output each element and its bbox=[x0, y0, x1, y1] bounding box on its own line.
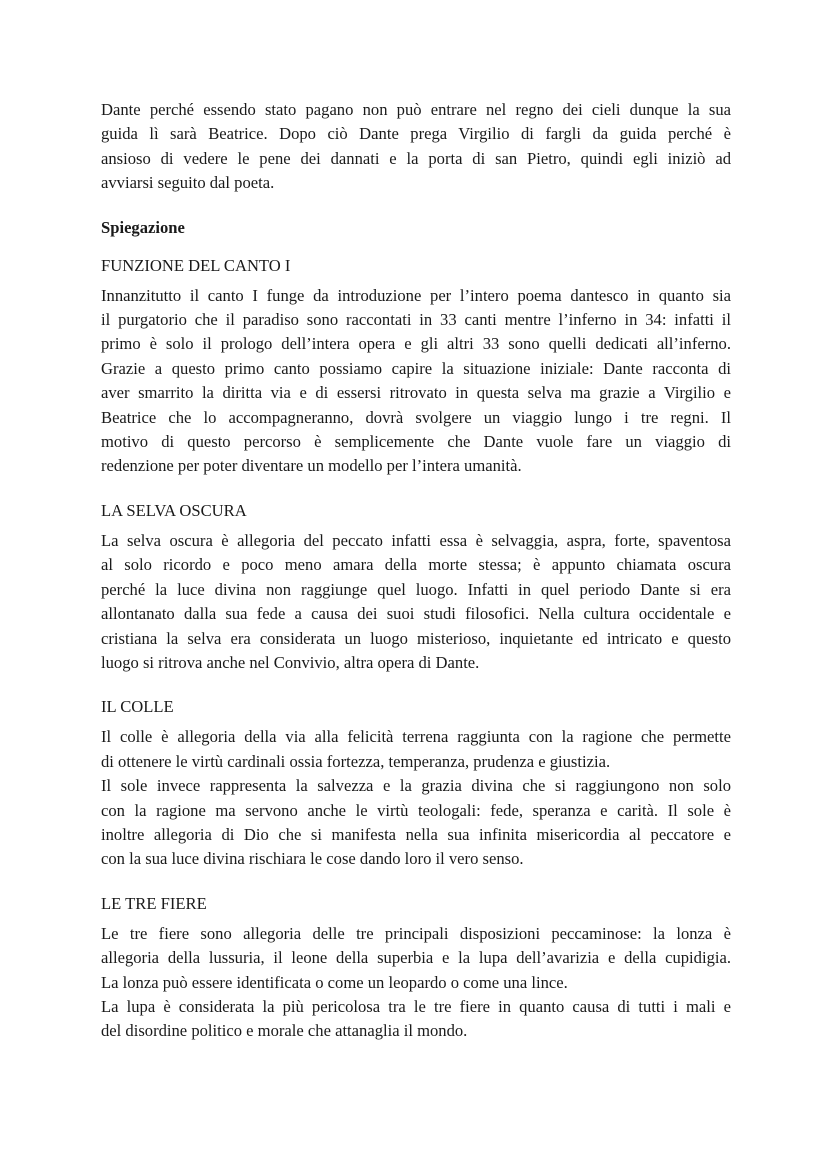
section-title-funzione: FUNZIONE DEL CANTO I bbox=[101, 255, 291, 275]
section-title-colle: IL COLLE bbox=[101, 697, 174, 717]
document-page bbox=[101, 98, 731, 1044]
intro-line: avviarsi seguito dal poeta. bbox=[101, 173, 275, 193]
paragraph-line: con la sua luce divina rischiara le cose dando loro il vero senso. bbox=[101, 849, 524, 869]
main-heading: Spiegazione bbox=[101, 217, 185, 237]
section-title-selva: LA SELVA OSCURA bbox=[101, 500, 247, 520]
intro-line: guida lì sarà Beatrice. Dopo ciò Dante prega Virgilio di fargli da guida perché è bbox=[101, 124, 731, 144]
paragraph-line: Il colle è allegoria della via alla felicità terrena raggiunta con la ragione che permette bbox=[101, 727, 731, 747]
paragraph-line: con la ragione ma servono anche le virtù teologali: fede, speranza e carità. Il sole è bbox=[101, 800, 731, 820]
paragraph-line: perché la luce divina non raggiunge quel luogo. Infatti in quel periodo Dante si era bbox=[101, 579, 731, 599]
intro-line: ansioso di vedere le pene dei dannati e la porta di san Pietro, quindi egli iniziò ad bbox=[101, 148, 731, 168]
section-title-fiere: LE TRE FIERE bbox=[101, 893, 207, 913]
paragraph-line: luogo si ritrova anche nel Convivio, altra opera di Dante. bbox=[101, 652, 480, 672]
paragraph-line: di ottenere le virtù cardinali ossia fortezza, temperanza, prudenza e giustizia. bbox=[101, 751, 611, 771]
paragraph-line: La lonza può essere identificata o come un leopardo o come una lince. bbox=[101, 972, 568, 992]
section-paragraph-fiere bbox=[101, 922, 731, 1044]
paragraph-line: Innanzitutto il canto I funge da introduzione per l’intero poema dantesco in quanto sia bbox=[101, 285, 731, 305]
section-paragraph-selva bbox=[101, 529, 731, 675]
section-paragraph-funzione bbox=[101, 284, 731, 479]
paragraph-line: Beatrice che lo accompagneranno, dovrà svolgere un viaggio lungo i tre regni. Il bbox=[101, 407, 731, 427]
intro-paragraph bbox=[101, 98, 731, 196]
paragraph-line: aver smarrito la diritta via e di essersi ritrovato in questa selva ma grazie a Virgilio e bbox=[101, 383, 731, 403]
paragraph-line: motivo di questo percorso è semplicemente che Dante vuole fare un viaggio di bbox=[101, 432, 731, 452]
paragraph-line: primo è solo il prologo dell’intera opera e gli altri 33 sono quelli dedicati all’inferno. bbox=[101, 334, 731, 354]
paragraph-line: allegoria della lussuria, il leone della superbia e la lupa dell’avarizia e della cupidigia. bbox=[101, 948, 731, 968]
paragraph-line: redenzione per poter diventare un modello per l’intera umanità. bbox=[101, 456, 522, 476]
paragraph-line: inoltre allegoria di Dio che si manifesta nella sua infinita misericordia al peccatore e bbox=[101, 824, 731, 844]
paragraph-line: cristiana la selva era considerata un luogo misterioso, inquietante ed intricato e questo bbox=[101, 628, 731, 648]
paragraph-line: Grazie a questo primo canto possiamo capire la situazione iniziale: Dante racconta di bbox=[101, 358, 731, 378]
intro-line: Dante perché essendo stato pagano non può entrare nel regno dei cieli dunque la sua bbox=[101, 100, 731, 119]
section-paragraph-colle bbox=[101, 725, 731, 871]
paragraph-line: La selva oscura è allegoria del peccato infatti essa è selvaggia, aspra, forte, spaventosa bbox=[101, 530, 731, 550]
paragraph-line: Le tre fiere sono allegoria delle tre principali disposizioni peccaminose: la lonza è bbox=[101, 923, 731, 943]
paragraph-line: La lupa è considerata la più pericolosa tra le tre fiere in quanto causa di tutti i mali e bbox=[101, 996, 731, 1016]
paragraph-line: del disordine politico e morale che attanaglia il mondo. bbox=[101, 1021, 468, 1041]
paragraph-line: al solo ricordo e poco meno amara della morte stessa; è appunto chiamata oscura bbox=[101, 555, 731, 575]
paragraph-line: allontanato dalla sua fede a causa dei suoi studi filosofici. Nella cultura occidentale e bbox=[101, 604, 731, 624]
paragraph-line: il purgatorio che il paradiso sono raccontati in 33 canti mentre l’inferno in 34: infatti il bbox=[101, 310, 731, 330]
paragraph-line: Il sole invece rappresenta la salvezza e la grazia divina che si raggiungono non solo bbox=[101, 776, 731, 796]
